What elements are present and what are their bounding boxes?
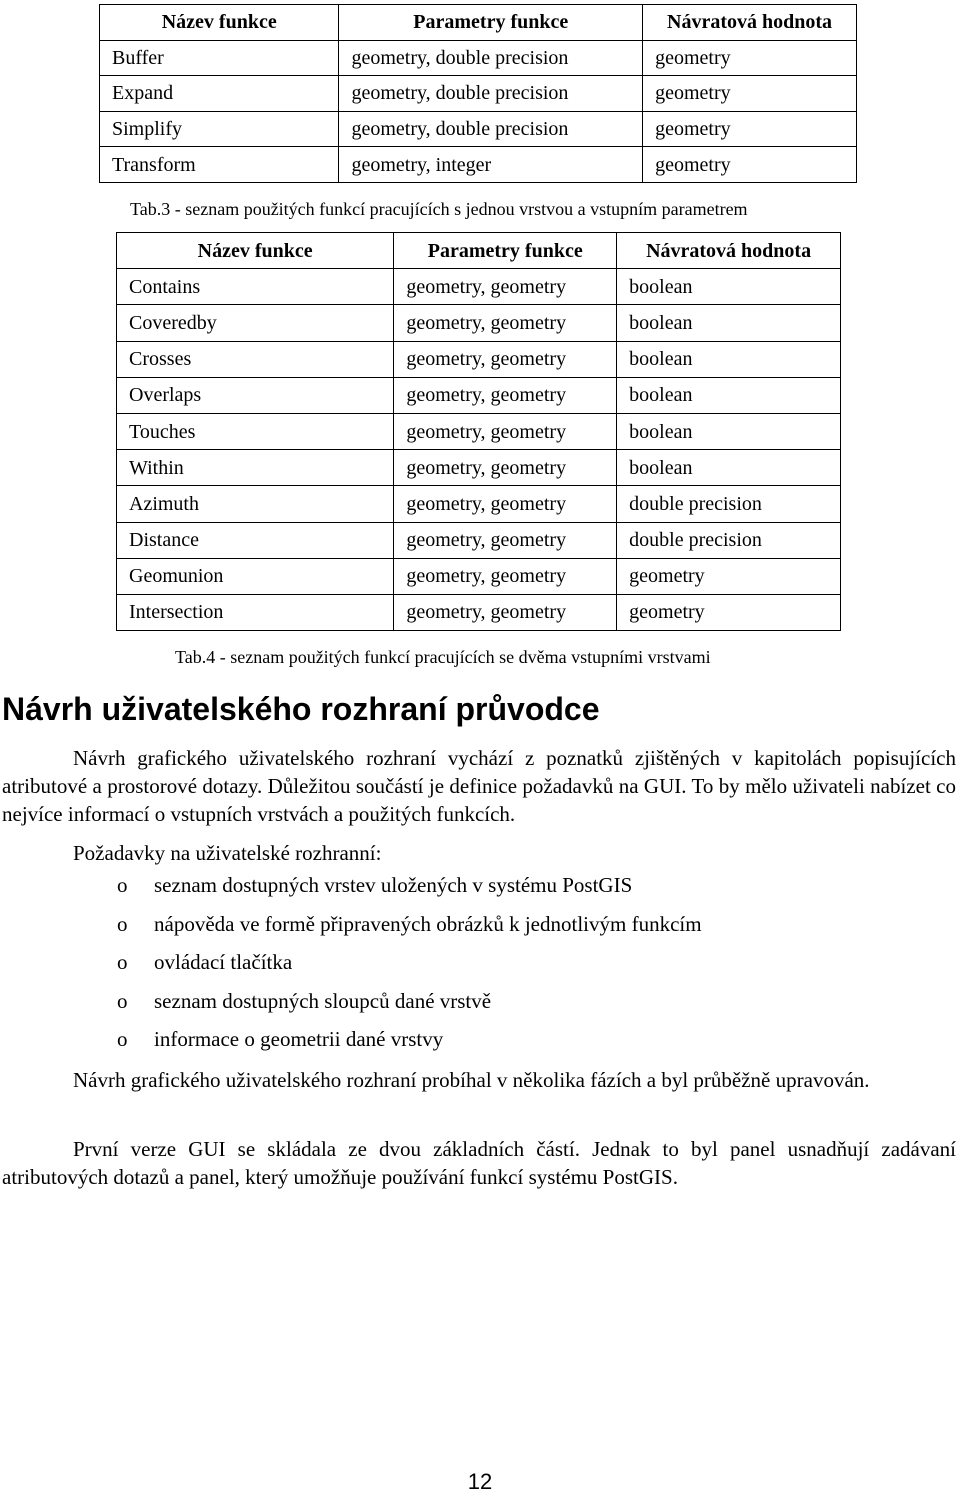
table-cell: Simplify: [100, 111, 339, 147]
column-header: Návratová hodnota: [643, 5, 857, 41]
table-cell: geometry: [617, 558, 841, 594]
page-number: 12: [467, 1469, 493, 1494]
table-row: [117, 377, 841, 413]
table-cell: Intersection: [117, 594, 394, 630]
table-cell: geometry, geometry: [394, 269, 617, 305]
list-item-text: nápověda ve formě připravených obrázků k jednotlivým funkcím: [154, 911, 702, 936]
paragraph: První verze GUI se skládala ze dvou základních částí. Jednak to byl panel usnadňují zadávaní atributových dotazů a panel, který umožňuje používání funkcí systému PostGIS.: [2, 1137, 956, 1189]
column-header: Parametry funkce: [394, 233, 617, 269]
table-row: [117, 450, 841, 486]
table-row: [117, 594, 841, 630]
table-cell: geometry: [643, 147, 857, 183]
table-cell: geometry: [643, 40, 857, 76]
table-cell: Within: [117, 450, 394, 486]
bullet: o: [117, 873, 128, 897]
functions-table-single-layer: [99, 4, 857, 183]
table-cell: geometry, geometry: [394, 450, 617, 486]
bullet: o: [117, 911, 128, 936]
table-cell: geometry, double precision: [339, 111, 643, 147]
table-cell: geometry, geometry: [394, 341, 617, 377]
list-item-text: informace o geometrii dané vrstvy: [154, 1027, 444, 1051]
table-cell: double precision: [617, 486, 841, 522]
table-cell: geometry, geometry: [394, 305, 617, 341]
table-cell: boolean: [617, 377, 841, 413]
bullet: o: [117, 950, 128, 974]
paragraph: Návrh grafického uživatelského rozhraní probíhal v několika fázích a byl průběžně upravován.: [73, 1068, 870, 1092]
table-cell: Buffer: [100, 40, 339, 76]
table-cell: geometry, double precision: [339, 40, 643, 76]
table-row: [117, 305, 841, 341]
table-cell: Crosses: [117, 341, 394, 377]
table-cell: boolean: [617, 413, 841, 449]
bullet: o: [117, 1027, 128, 1051]
table-cell: Azimuth: [117, 486, 394, 522]
table-cell: Distance: [117, 522, 394, 558]
table-cell: geometry: [617, 594, 841, 630]
table-cell: Touches: [117, 413, 394, 449]
table-cell: geometry, geometry: [394, 377, 617, 413]
section-heading: Návrh uživatelského rozhraní průvodce: [2, 691, 600, 727]
table-row: [100, 40, 857, 76]
column-header: Návratová hodnota: [617, 233, 841, 269]
table-cell: geometry, integer: [339, 147, 643, 183]
table-cell: Overlaps: [117, 377, 394, 413]
table-row: [117, 522, 841, 558]
table-row: [117, 341, 841, 377]
table-cell: Contains: [117, 269, 394, 305]
column-header: Název funkce: [100, 5, 339, 41]
table-cell: Expand: [100, 76, 339, 112]
table-cell: geometry: [643, 111, 857, 147]
table-row: [100, 76, 857, 112]
column-header: Parametry funkce: [339, 5, 643, 41]
table-row: [117, 486, 841, 522]
table-cell: boolean: [617, 305, 841, 341]
table-row: [117, 413, 841, 449]
table-row: [117, 558, 841, 594]
list-item-text: seznam dostupných sloupců dané vrstvě: [154, 988, 492, 1013]
bullet: o: [117, 988, 128, 1013]
table-cell: boolean: [617, 341, 841, 377]
paragraph: Návrh grafického uživatelského rozhraní vychází z poznatků zjištěných v kapitolách popisujících atributové a prostorové dotazy. Důležitou součástí je definice požadavků na GUI. To by mělo uživateli nabízet co nejvíce informací o vstupních vrstvách a použitých funkcích.: [2, 746, 956, 826]
requirements-title: Požadavky na uživatelské rozhranní:: [73, 841, 382, 865]
table-cell: geometry: [643, 76, 857, 112]
table-cell: double precision: [617, 522, 841, 558]
column-header: Název funkce: [117, 233, 394, 269]
table-cell: geometry, double precision: [339, 76, 643, 112]
table-row: [117, 269, 841, 305]
table-header-row: [117, 233, 841, 269]
table-row: [100, 111, 857, 147]
table-cell: geometry, geometry: [394, 558, 617, 594]
table-cell: Transform: [100, 147, 339, 183]
table-header-row: [100, 5, 857, 41]
table-cell: geometry, geometry: [394, 522, 617, 558]
table-cell: geometry, geometry: [394, 413, 617, 449]
list-item-text: ovládací tlačítka: [154, 950, 293, 974]
list-item-text: seznam dostupných vrstev uložených v systému PostGIS: [154, 873, 633, 897]
table-cell: boolean: [617, 450, 841, 486]
table-cell: Coveredby: [117, 305, 394, 341]
table-caption: Tab.4 - seznam použitých funkcí pracujících se dvěma vstupními vrstvami: [175, 647, 711, 667]
table-cell: geometry, geometry: [394, 594, 617, 630]
table-caption: Tab.3 - seznam použitých funkcí pracujících s jednou vrstvou a vstupním parametrem: [130, 199, 748, 219]
table-row: [100, 147, 857, 183]
table-cell: Geomunion: [117, 558, 394, 594]
functions-table-two-layers: [116, 232, 841, 631]
table-cell: geometry, geometry: [394, 486, 617, 522]
table-cell: boolean: [617, 269, 841, 305]
